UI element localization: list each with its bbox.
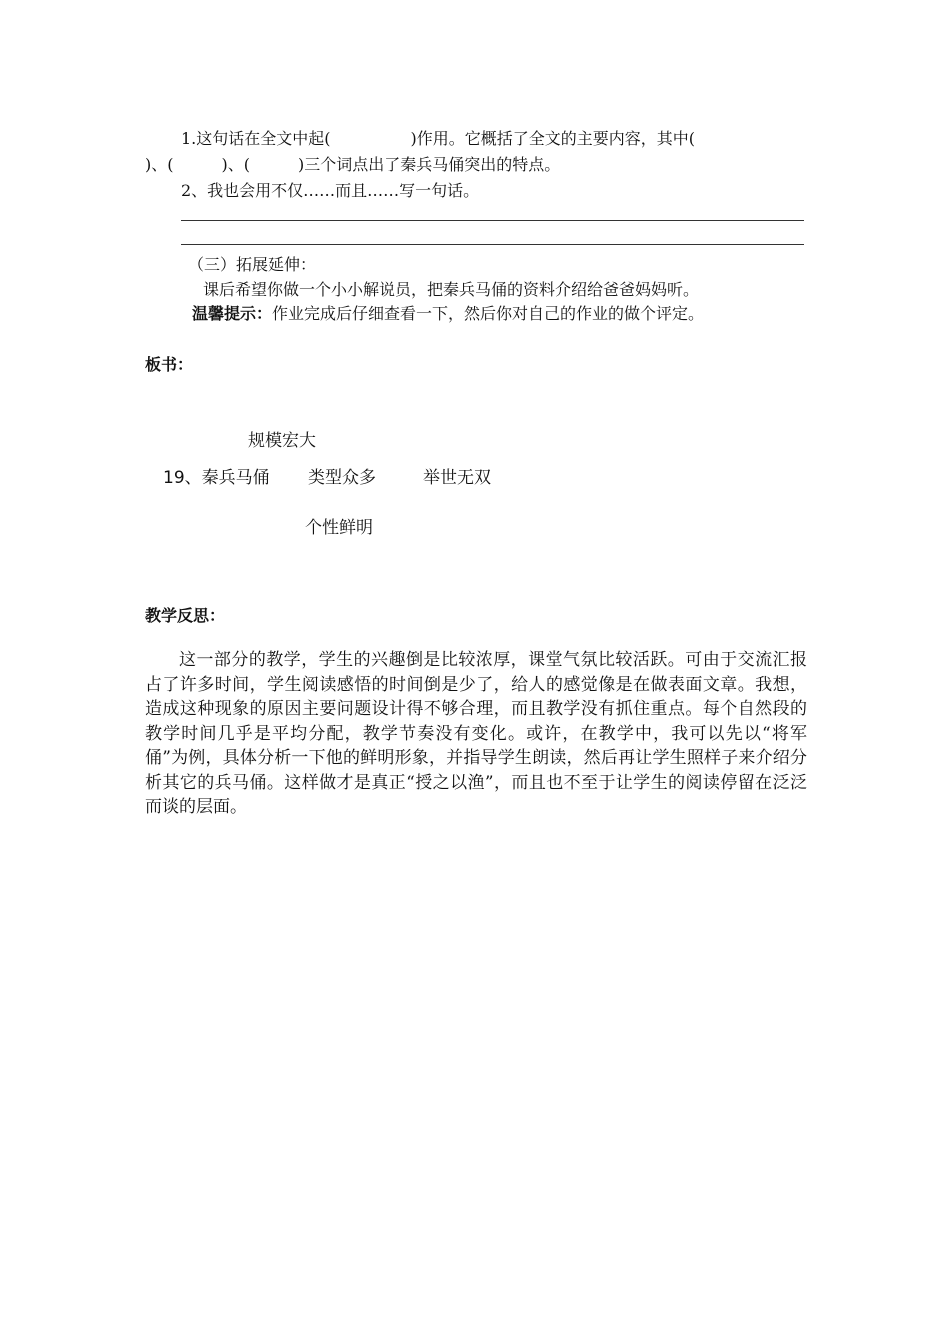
board-item-types: 类型众多 (308, 468, 376, 488)
extension-text: 课后希望你做一个小小解说员，把秦兵马俑的资料介绍给爸爸妈妈听。 (203, 280, 700, 299)
question-2: 2、我也会用不仅……而且……写一句话。 (181, 181, 480, 200)
board-heading: 板书： (145, 355, 194, 374)
board-item-personality: 个性鲜明 (305, 518, 373, 538)
board-summary: 举世无双 (423, 468, 491, 488)
tip-text: 作业完成后仔细查看一下，然后你对自己的作业的做个评定。 (272, 304, 705, 323)
reflection-heading: 教学反思： (145, 606, 226, 625)
extension-title: （三）拓展延伸： (188, 255, 317, 274)
tip-line (192, 301, 704, 324)
tip-label: 温馨提示： (192, 304, 273, 323)
reflection-paragraph: 这一部分的教学，学生的兴趣倒是比较浓厚，课堂气氛比较活跃。可由于交流汇报占了许多时间，学生阅读感悟的时间倒是少了，给人的感觉像是在做表面文章。我想，造成这种现象的原因主要问题设计得不够合理，而且教学没有抓住重点。每个自然段的教学时间几乎是平均分配，教学节奏没有变化。或许，在教学中，我可以先以“将军俑”为例，具体分析一下他的鲜明形象，并指导学生朗读，然后再让学生照样子来介绍分析其它的兵马俑。这样做才是真正“授之以渔”，而且也不至于让学生的阅读停留在泛泛而谈的层面。 (145, 650, 807, 817)
question-1-line-1: 1.这句话在全文中起( )作用。它概括了全文的主要内容，其中( (181, 129, 695, 148)
answer-line-2 (181, 244, 804, 245)
board-title: 19、秦兵马俑 (163, 468, 270, 488)
question-1-line-2: )、( )、( )三个词点出了秦兵马俑突出的特点。 (145, 155, 561, 174)
board-item-scale: 规模宏大 (248, 431, 316, 451)
answer-line-1 (181, 220, 804, 221)
